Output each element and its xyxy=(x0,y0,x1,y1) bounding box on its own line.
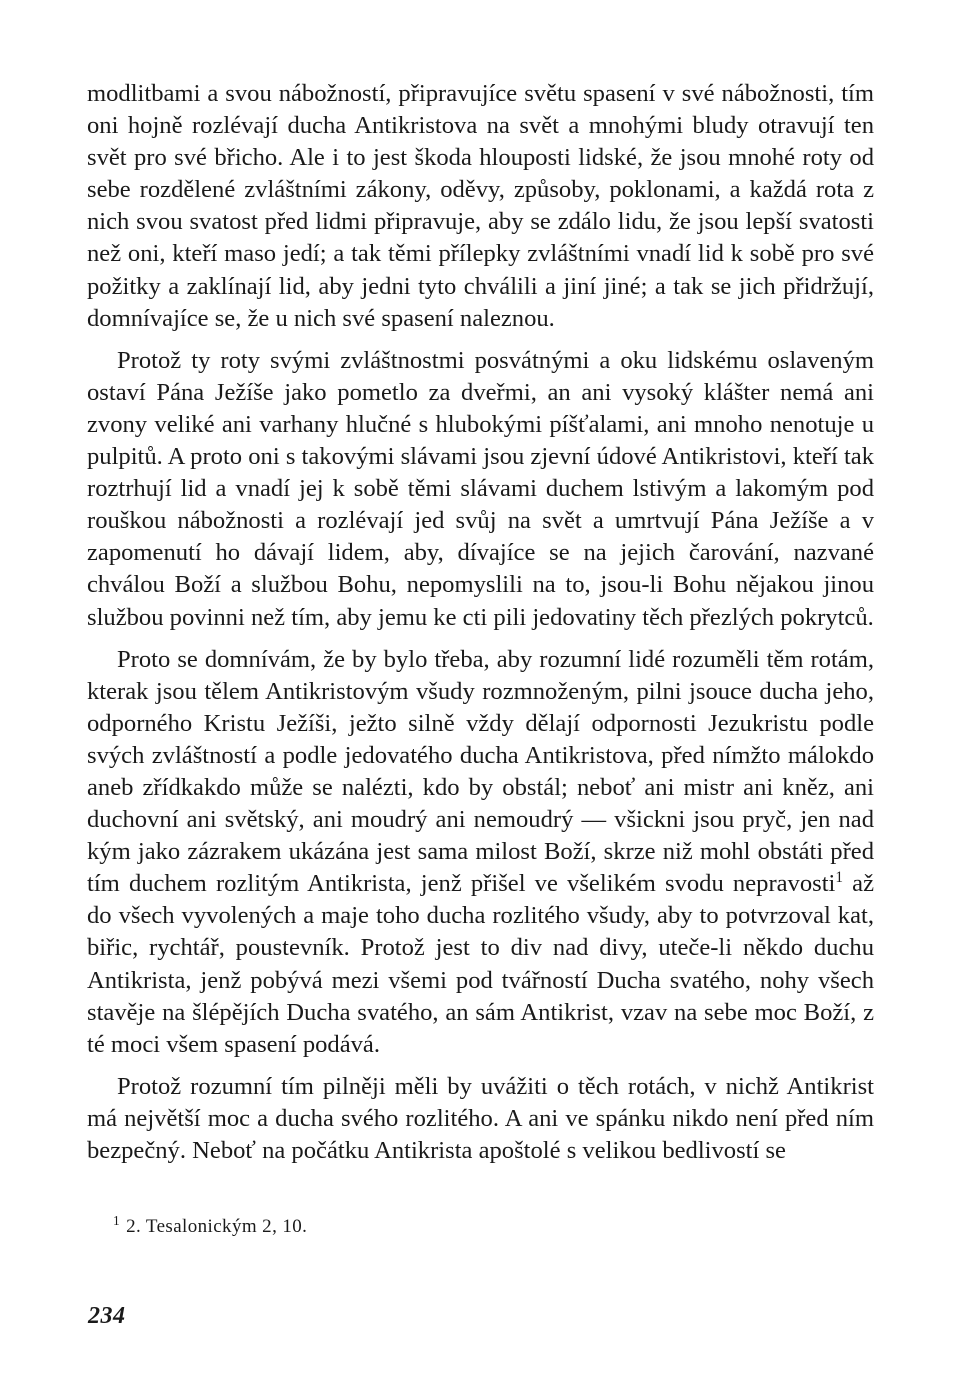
page-number: 234 xyxy=(88,1303,126,1329)
paragraph-4: Protož rozumní tím pilněji měli by uvážiti o těch rotách, v nichž Antikrist má největší moc a ducha svého rozlitého. A ani ve spánku nikdo není před ním bezpečný. Neboť na počátku Antikrista apoštolé s velikou bedlivostí se xyxy=(87,1072,874,1164)
footnote-reference: 1 xyxy=(835,869,843,887)
paragraph-3 xyxy=(87,644,874,1061)
footnote-text: 2. Tesalonickým 2, 10. xyxy=(126,1216,308,1237)
page-body xyxy=(87,78,874,1177)
footnote-mark: 1 xyxy=(113,1212,121,1228)
paragraph-3-part-1: Proto se domnívám, že by bylo třeba, aby rozumní lidé rozuměli těm rotám, kterak jsou tělem Antikristovým všudy rozmnoženým, pilni jsouce ducha jeho, odporného Kristu Ježíši, ježto silně vždy dělají odpornosti Jezukristu podle svých zvláštností a podle jedovatého ducha Antikristova, před nímžto málokdo aneb zřídkakdo může se nalézti, kdo by obstál; neboť ani mistr ani kněz, ani duchovní ani světský, ani moudrý ani nemoudrý — všickni jsou pryč, jen nad kým jako zázrakem ukázána jest sama milost Boží, skrze niž mohl obstáti před tím duchem rozlitým Antikrista, jenž přišel ve všelikém svodu nepravosti xyxy=(87,645,874,898)
paragraph-2: Protož ty roty svými zvláštnostmi posvátnými a oku lidskému oslaveným ostaví Pána Ježíše jako pometlo za dveřmi, an ani vysoký klášter nemá ani zvony veliké ani varhany hlučné s hlubokými píšťalami, ani mnoho nenotuje u pulpitů. A proto oni s takovými slávami jsou zjevní údové Antikristovi, kteří tak roztrhují lid a vnadí jej k sobě těmi slávami duchem lstivým a lakomým pod rouškou nábožnosti a rozlévají jed svůj na svět a umrtvují Pána Ježíše a v zapomenutí ho dávají lidem, aby, dívajíce se na jejich čarování, nazvané chválou Boží a službou Bohu, nepomyslili na to, jsou-li Bohu nějakou jinou službou povinni než tím, aby jemu ke cti pili jedovatiny těch přezlých pokrytců. xyxy=(87,346,874,631)
footnote xyxy=(113,1212,308,1239)
paragraph-3-part-2: až do všech vyvolených a maje toho ducha rozlitého všudy, aby to potvrzoval kat, biřic, rychtář, poustevník. Protož jest to div nad divy, uteče-li někdo duchu Antikrista, jenž pobývá mezi všemi pod tvářností Ducha svatého, nohy všech stavěje na šlépějích Ducha svatého, an sám Antikrist, vzav na sebe moc Boží, z té moci všem spasení podává. xyxy=(87,870,874,1058)
paragraph-1: modlitbami a svou nábožností, připravujíce světu spasení v své nábožnosti, tím oni hojně rozlévají ducha Antikristova na svět a mnohými bludy otravují ten svět pro své břicho. Ale i to jest škoda hlouposti lidské, že jsou mnohé roty od sebe rozdělené zvláštními zákony, oděvy, způsoby, poklonami, a každá rota z nich svou svatost před lidmi připravuje, aby se zdálo lidu, že jsou lepší svatosti než oni, kteří maso jedí; a tak těmi přílepky zvláštními vnadí lid k sobě pro své požitky a zaklínají lid, aby jedni tyto chválili a jiní jiné; a tak se jich přidržují, domnívajíce se, že u nich své spasení naleznou. xyxy=(87,80,874,332)
